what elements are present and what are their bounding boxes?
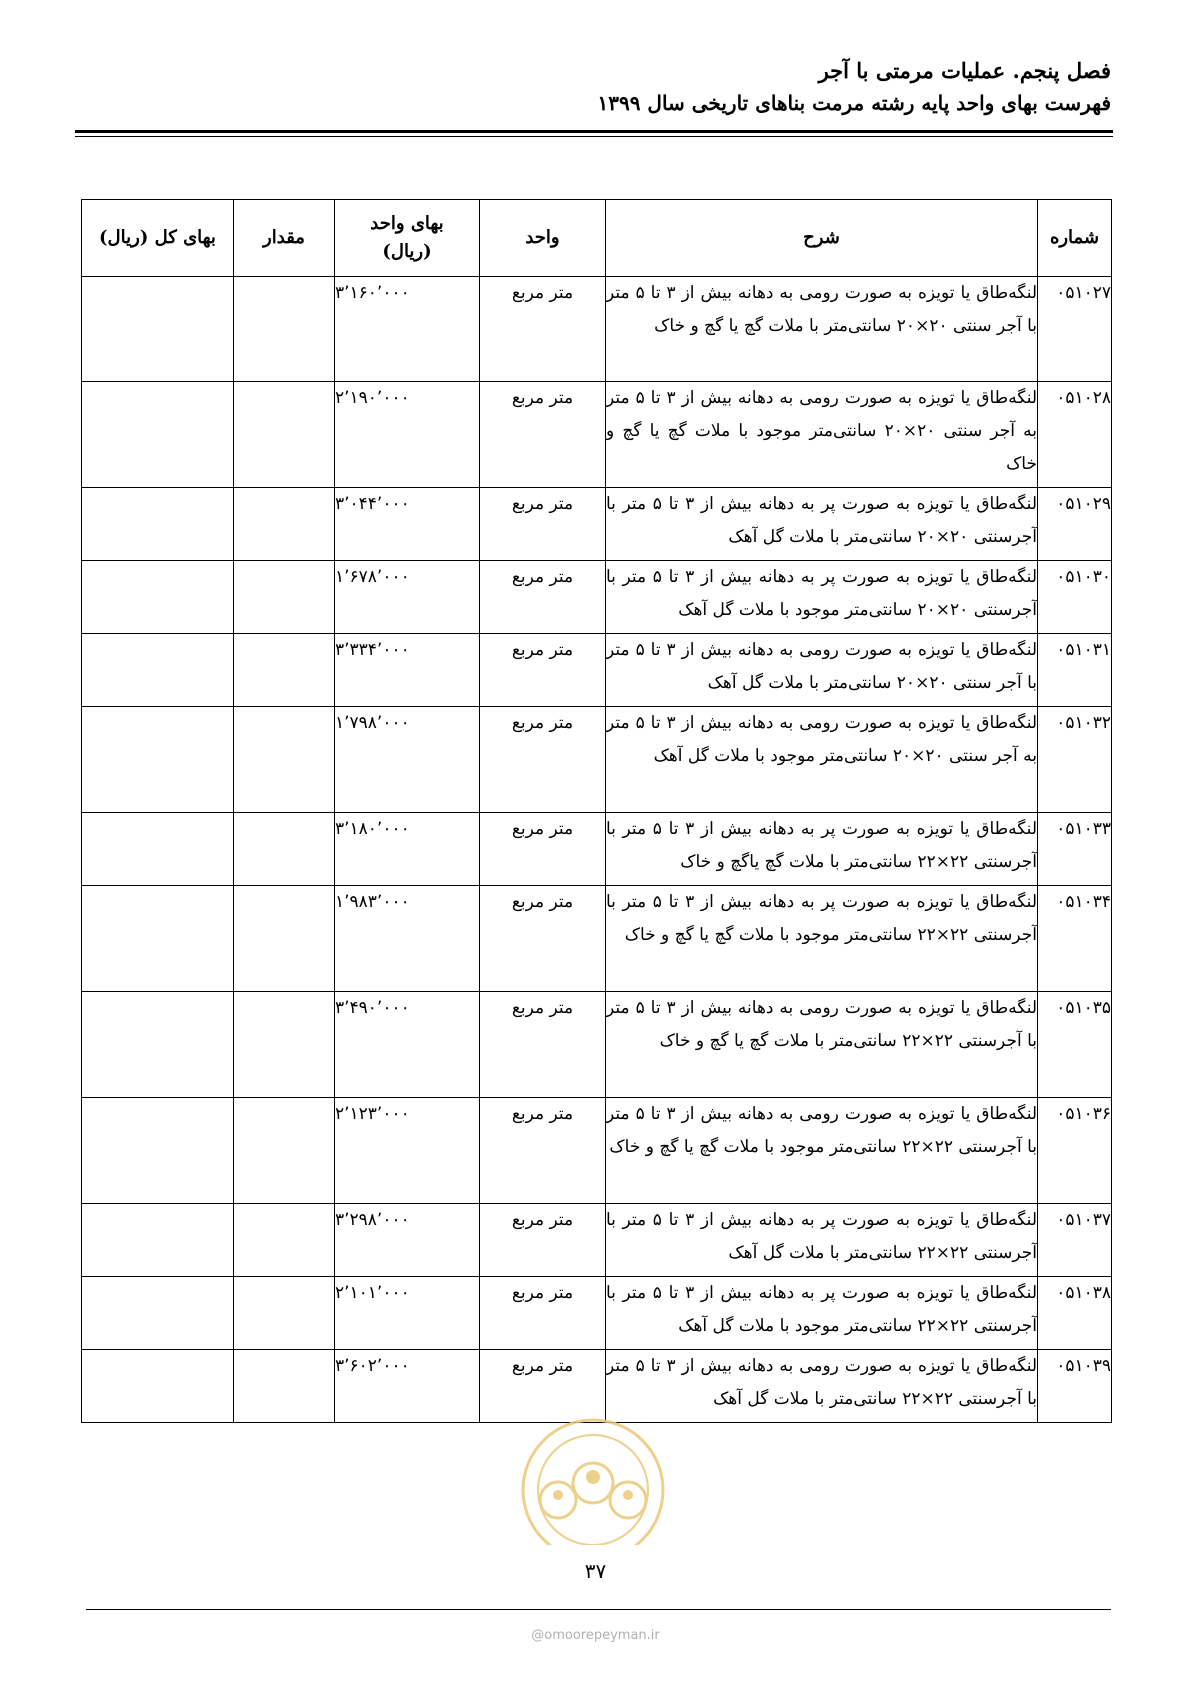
item-total-price (82, 382, 234, 488)
item-unit: متر مربع (480, 1098, 606, 1204)
document-subtitle: فهرست بهای واحد پایه رشته مرمت بناهای تاریخی سال ۱۳۹۹ (597, 91, 1111, 115)
item-description: لنگه‌طاق یا تویزه به صورت پر به دهانه بیش از ۳ تا ۵ متر با آجرسنتی ۲۲×۲۲ سانتی‌متر با ملات گچ یاگچ و خاک (606, 813, 1038, 886)
item-unit-price: ۳٬۱۸۰٬۰۰۰ (335, 813, 480, 886)
item-quantity (234, 886, 335, 992)
price-list-table (81, 199, 1112, 1423)
seal-logo-icon (498, 1395, 688, 1545)
item-description: لنگه‌طاق یا تویزه به صورت رومی به دهانه بیش از ۳ تا ۵ متر با آجر سنتی ۲۰×۲۰ سانتی‌متر با ملات گچ یا گچ و خاک (606, 277, 1038, 382)
item-quantity (234, 382, 335, 488)
item-unit-price: ۳٬۶۰۲٬۰۰۰ (335, 1350, 480, 1423)
item-total-price (82, 707, 234, 813)
item-quantity (234, 707, 335, 813)
item-total-price (82, 488, 234, 561)
chapter-title: فصل پنجم. عملیات مرمتی با آجر (818, 58, 1111, 83)
item-code: ۰۵۱۰۲۹ (1038, 488, 1112, 561)
item-code: ۰۵۱۰۳۳ (1038, 813, 1112, 886)
table-row (82, 813, 1112, 886)
item-quantity (234, 1350, 335, 1423)
page-number: ۳۷ (584, 1559, 607, 1583)
item-code: ۰۵۱۰۳۴ (1038, 886, 1112, 992)
item-total-price (82, 1350, 234, 1423)
item-quantity (234, 992, 335, 1098)
item-code: ۰۵۱۰۳۶ (1038, 1098, 1112, 1204)
item-unit: متر مربع (480, 1350, 606, 1423)
column-header-unit: واحد (480, 200, 606, 277)
item-unit: متر مربع (480, 488, 606, 561)
unit-price-currency: (ریال) (382, 241, 432, 262)
footer-rule (86, 1609, 1111, 1610)
table-row (82, 1204, 1112, 1277)
footer-website: @omoorepeyman.ir (531, 1628, 660, 1643)
table-row (82, 707, 1112, 813)
item-total-price (82, 886, 234, 992)
item-quantity (234, 277, 335, 382)
item-unit: متر مربع (480, 1204, 606, 1277)
item-unit: متر مربع (480, 561, 606, 634)
item-unit-price: ۲٬۱۹۰٬۰۰۰ (335, 382, 480, 488)
item-unit: متر مربع (480, 886, 606, 992)
item-description: لنگه‌طاق یا تویزه به صورت رومی به دهانه بیش از ۳ تا ۵ متر با آجرسنتی ۲۲×۲۲ سانتی‌متر با ملات گچ یا گچ و خاک (606, 992, 1038, 1098)
item-quantity (234, 1098, 335, 1204)
table-row (82, 634, 1112, 707)
item-description: لنگه‌طاق یا تویزه به صورت رومی به دهانه بیش از ۳ تا ۵ متر با آجرسنتی ۲۲×۲۲ سانتی‌متر با ملات گل آهک (606, 1350, 1038, 1423)
item-description: لنگه‌طاق یا تویزه به صورت پر به دهانه بیش از ۳ تا ۵ متر با آجرسنتی ۲۰×۲۰ سانتی‌متر موجود با ملات گل آهک (606, 561, 1038, 634)
item-quantity (234, 1204, 335, 1277)
table-row (82, 992, 1112, 1098)
item-description: لنگه‌طاق یا تویزه به صورت پر به دهانه بیش از ۳ تا ۵ متر با آجرسنتی ۲۰×۲۰ سانتی‌متر با ملات گل آهک (606, 488, 1038, 561)
item-total-price (82, 1098, 234, 1204)
item-total-price (82, 634, 234, 707)
column-header-unit-price (335, 200, 480, 277)
item-total-price (82, 992, 234, 1098)
item-unit-price: ۱٬۷۹۸٬۰۰۰ (335, 707, 480, 813)
column-header-total: بهای کل (ریال) (82, 200, 234, 277)
table-row (82, 488, 1112, 561)
table-row (82, 1098, 1112, 1204)
item-total-price (82, 1277, 234, 1350)
item-description: لنگه‌طاق یا تویزه به صورت پر به دهانه بیش از ۳ تا ۵ متر با آجرسنتی ۲۲×۲۲ سانتی‌متر موجود با ملات گل آهک (606, 1277, 1038, 1350)
item-quantity (234, 1277, 335, 1350)
item-quantity (234, 488, 335, 561)
item-code: ۰۵۱۰۲۷ (1038, 277, 1112, 382)
item-quantity (234, 634, 335, 707)
item-description: لنگه‌طاق یا تویزه به صورت رومی به دهانه بیش از ۳ تا ۵ متر با آجرسنتی ۲۲×۲۲ سانتی‌متر موجود با ملات گچ یا گچ و خاک (606, 1098, 1038, 1204)
item-unit: متر مربع (480, 1277, 606, 1350)
item-unit-price: ۲٬۱۰۱٬۰۰۰ (335, 1277, 480, 1350)
item-description: لنگه‌طاق یا تویزه به صورت رومی به دهانه بیش از ۳ تا ۵ متر به آجر سنتی ۲۰×۲۰ سانتی‌متر موجود با ملات گل آهک (606, 707, 1038, 813)
item-code: ۰۵۱۰۳۸ (1038, 1277, 1112, 1350)
item-unit-price: ۳٬۴۹۰٬۰۰۰ (335, 992, 480, 1098)
item-total-price (82, 1204, 234, 1277)
item-code: ۰۵۱۰۳۰ (1038, 561, 1112, 634)
item-unit: متر مربع (480, 277, 606, 382)
table-row (82, 277, 1112, 382)
item-description: لنگه‌طاق یا تویزه به صورت رومی به دهانه بیش از ۳ تا ۵ متر به آجر سنتی ۲۰×۲۰ سانتی‌متر موجود با ملات گچ یا گچ و خاک (606, 382, 1038, 488)
item-code: ۰۵۱۰۲۸ (1038, 382, 1112, 488)
item-unit-price: ۳٬۳۳۴٬۰۰۰ (335, 634, 480, 707)
item-description: لنگه‌طاق یا تویزه به صورت پر به دهانه بیش از ۳ تا ۵ متر با آجرسنتی ۲۲×۲۲ سانتی‌متر با ملات گل آهک (606, 1204, 1038, 1277)
table-header-row (82, 200, 1112, 277)
item-unit-price: ۱٬۹۸۳٬۰۰۰ (335, 886, 480, 992)
table-row (82, 382, 1112, 488)
item-unit: متر مربع (480, 382, 606, 488)
item-quantity (234, 561, 335, 634)
item-code: ۰۵۱۰۳۵ (1038, 992, 1112, 1098)
item-code: ۰۵۱۰۳۷ (1038, 1204, 1112, 1277)
item-unit: متر مربع (480, 813, 606, 886)
item-description: لنگه‌طاق یا تویزه به صورت پر به دهانه بیش از ۳ تا ۵ متر با آجرسنتی ۲۲×۲۲ سانتی‌متر موجود با ملات گچ یا گچ و خاک (606, 886, 1038, 992)
column-header-qty: مقدار (234, 200, 335, 277)
table-row (82, 561, 1112, 634)
item-unit-price: ۳٬۲۹۸٬۰۰۰ (335, 1204, 480, 1277)
unit-price-label: بهای واحد (370, 213, 444, 234)
item-total-price (82, 813, 234, 886)
item-unit-price: ۱٬۶۷۸٬۰۰۰ (335, 561, 480, 634)
column-header-desc: شرح (606, 200, 1038, 277)
item-code: ۰۵۱۰۳۱ (1038, 634, 1112, 707)
item-code: ۰۵۱۰۳۲ (1038, 707, 1112, 813)
item-description: لنگه‌طاق یا تویزه به صورت رومی به دهانه بیش از ۳ تا ۵ متر با آجر سنتی ۲۰×۲۰ سانتی‌متر با ملات گل آهک (606, 634, 1038, 707)
column-header-code: شماره (1038, 200, 1112, 277)
header-rule-thin (75, 136, 1113, 137)
item-unit: متر مربع (480, 707, 606, 813)
item-unit: متر مربع (480, 992, 606, 1098)
page-header (75, 56, 1111, 118)
item-quantity (234, 813, 335, 886)
item-unit: متر مربع (480, 634, 606, 707)
item-unit-price: ۳٬۰۴۴٬۰۰۰ (335, 488, 480, 561)
header-rule-thick (75, 130, 1113, 133)
item-total-price (82, 561, 234, 634)
item-code: ۰۵۱۰۳۹ (1038, 1350, 1112, 1423)
table-row (82, 886, 1112, 992)
item-unit-price: ۲٬۱۲۳٬۰۰۰ (335, 1098, 480, 1204)
table-row (82, 1277, 1112, 1350)
item-total-price (82, 277, 234, 382)
item-unit-price: ۳٬۱۶۰٬۰۰۰ (335, 277, 480, 382)
